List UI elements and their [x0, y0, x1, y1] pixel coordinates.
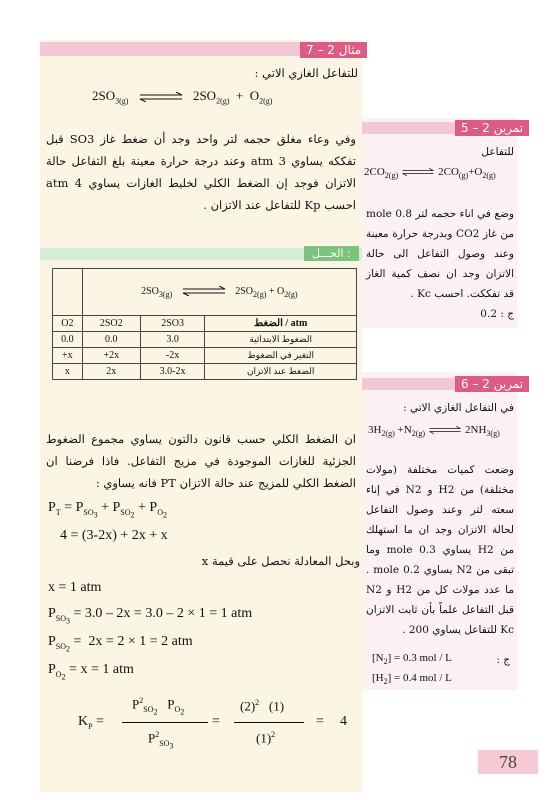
example-equation: $2SO_{3(g)}$ $2SO_{2(g)} + O_{2(g)}$	[92, 88, 273, 106]
table-cell: 0.0	[82, 332, 140, 348]
exercise-5-equation: $2CO_{2(g)}$ $2CO_{(g)}+O_{2(g)}$	[364, 166, 496, 181]
table-col-o2: O2	[53, 316, 83, 332]
equilibrium-arrow-icon	[138, 92, 184, 102]
kp-numerator: $P^2_{SO_2}$ $P_{O_2}$	[132, 696, 185, 717]
kp-result: 4	[340, 714, 347, 729]
table-row-label: الضغط عند الاتزان	[205, 364, 357, 380]
exercise-6-header: تمرين 2 – 6	[455, 376, 529, 392]
table-cell: 3.0	[140, 332, 205, 348]
example-intro: للتفاعل الغازي الاتي :	[254, 66, 358, 80]
exercise-6-answer-label: ج :	[496, 654, 510, 666]
table-cell: +2x	[82, 348, 140, 364]
exercise-5-intro: للتفاعل	[481, 146, 514, 158]
po2-equation: $P_{O_2} = x = 1$ atm	[48, 662, 134, 682]
kp-denominator: $P^2_{SO_3}$	[148, 730, 174, 751]
kp-denominator-values: $(1)^2$	[256, 730, 276, 746]
table-row-label: التغير في الضغوط	[205, 348, 357, 364]
example-paragraph: وفي وعاء مغلق حجمه لتر واحد وجد أن ضغط غاز SO3 قبل تفككه يساوي 3 atm وعند درجة حرارة معينة بلغ التفاعل حالة الاتزان فوجد إن الضغط الكلي لخليط الغازات يساوي 4 atm احسب Kp للتفاعل عند الاتزان .	[46, 132, 357, 212]
equilibrium-arrow-icon	[181, 286, 227, 296]
exercise-6-equation: $3H_{2(g)} +N_{2(g)}$ $2NH_{3(g)}$	[368, 424, 500, 439]
exercise-5-answer: ج : 0.2	[480, 308, 514, 320]
equilibrium-arrow-icon	[428, 425, 462, 435]
exercise-6-text: وضعت كميات مختلفة (مولات مختلفة) من H2 و N2 في إناء سعته لتر وعند وصول التفاعل لحالة الاتزان وجد ان ما استهلك من H2 يساوي 0.3 mole وما تبقى من N2 يساوي 0.2 mole . ما عدد مولات كل من H2 و N2 قبل التفاعل علماً بأن ثابت الاتزان Kc للتفاعل يساوي 200 .	[366, 464, 515, 636]
dalton-paragraph: ان الضغط الكلي حسب قانون دالتون يساوي مجموع الضغوط الجزئية للغازات الموجودة في مزيج التفاعل. فاذا فرضنا ان الضغط الكلي للمزيج عند حالة الاتزان PT فانه يساوي :	[46, 432, 356, 490]
example-header: مثال 2 – 7	[300, 42, 367, 58]
table-unit: atm / الضغط	[205, 316, 357, 332]
pso2-equation: $P_{SO_2} = 2x = 2 \times 1 = 2$ atm	[48, 634, 193, 654]
page-number: 78	[478, 750, 538, 774]
exercise-5-header: تمرين 2 – 5	[455, 120, 529, 136]
kp-lhs: $K_P$ =	[78, 714, 104, 731]
table-col-so2: 2SO2	[82, 316, 140, 332]
ice-table	[52, 268, 357, 380]
table-col-so3: 2SO3	[140, 316, 205, 332]
kp-equals: =	[212, 714, 220, 729]
pso3-equation: $P_{SO_3} = 3.0 - 2x = 3.0 - 2 \times 1 = 1$ atm	[48, 606, 253, 626]
table-cell: -2x	[140, 348, 205, 364]
table-cell: 0.0	[53, 332, 83, 348]
exercise-5-text: وضع في اناء حجمه لتر 0.8 mole من غاز CO2 وبدرجة حرارة معينة وعند وصول التفاعل الى حالة الاتزان وجد ان نصف كمية الغاز قد تفككت. احسب Kc .	[366, 208, 515, 300]
pt-equation: $P_T = P_{SO_3} + P_{SO_2} + P_{O_2}$	[48, 500, 167, 520]
kp-fraction-bar-2	[234, 722, 304, 723]
exercise-6-answer-n2: $[N_2] = 0.3$ mol / L	[372, 652, 452, 667]
table-cell: +x	[53, 348, 83, 364]
solve-text: وبحل المعادلة نحصل على قيمة x	[201, 554, 360, 568]
x-value: x = 1 atm	[48, 580, 102, 595]
equilibrium-arrow-icon	[401, 167, 435, 177]
table-cell: 3.0-2x	[140, 364, 205, 380]
exercise-6-answer-h2: $[H_2] = 0.4$ mol / L	[372, 672, 452, 687]
kp-numerator-values: $(2)^2$ (1)	[240, 698, 285, 714]
kp-equals-2: =	[316, 714, 324, 729]
table-cell: x	[53, 364, 83, 380]
table-row-label: الضغوط الابتدائية	[205, 332, 357, 348]
kp-fraction-bar	[122, 722, 208, 723]
four-equation: 4 = (3-2x) + 2x + x	[60, 528, 168, 543]
solution-label: الحـــل :	[304, 246, 359, 261]
table-cell: 2x	[82, 364, 140, 380]
table-reaction: $2SO_{3(g)}$ $2SO_{2(g)} + O_{2(g)}$	[82, 269, 356, 316]
exercise-6-intro: في التفاعل الغازي الاتي :	[403, 402, 514, 414]
